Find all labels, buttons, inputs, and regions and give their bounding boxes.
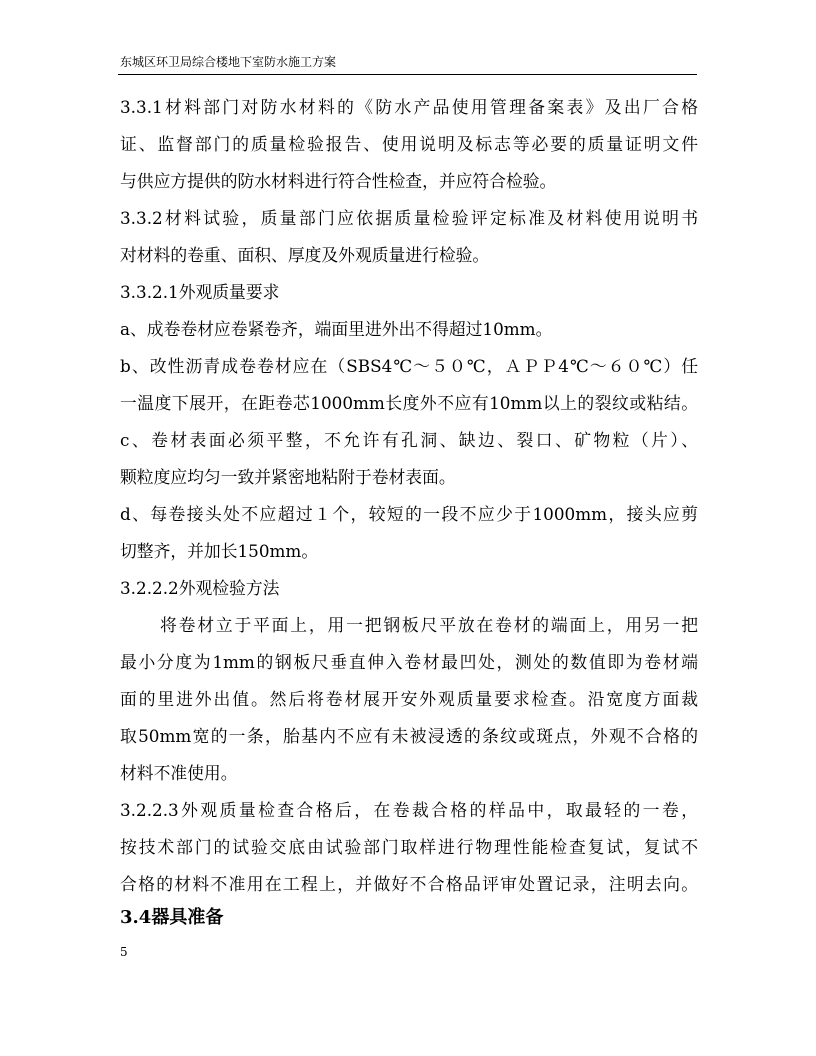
paragraph-line: 将卷材立于平面上，用一把钢板尺平放在卷材的端面上，用另一把 <box>160 615 698 635</box>
list-item-a: a、成卷卷材应卷紧卷齐，端面里进外出不得超过10mm。 <box>120 319 553 339</box>
paragraph-line: 3.3.2材料试验，质量部门应依据质量检验评定标准及材料使用说明书 <box>120 208 698 228</box>
paragraph-line: 面的里进外出值。然后将卷材展开安外观质量要求检查。沿宽度方面裁 <box>120 689 698 709</box>
paragraph-line: 合格的材料不准用在工程上，并做好不合格品评审处置记录，注明去向。 <box>120 874 698 894</box>
paragraph-line: 一温度下展开，在距卷芯1000mm长度外不应有10mm以上的裂纹或粘结。 <box>120 393 698 413</box>
paragraph-line: 取50mm宽的一条，胎基内不应有未被浸透的条纹或斑点，外观不合格的 <box>120 726 698 746</box>
subheading-line: 3.3.2.1外观质量要求 <box>120 282 280 302</box>
subheading-line: 3.2.2.2外观检验方法 <box>120 578 280 598</box>
header-divider <box>118 74 697 75</box>
list-item-d: d、每卷接头处不应超过１个，较短的一段不应少于1000mm，接头应剪 <box>120 504 698 524</box>
paragraph-line: 切整齐，并加长150mm。 <box>120 541 319 561</box>
paragraph-line: 按技术部门的试验交底由试验部门取样进行物理性能检查复试，复试不 <box>120 837 698 857</box>
list-item-b: b、改性沥青成卷卷材应在（SBS4℃～５０℃，ＡＰＰ4℃～６０℃）任 <box>120 356 698 376</box>
list-item-c: c、卷材表面必须平整，不允许有孔洞、缺边、裂口、矿物粒（片）、 <box>120 430 698 450</box>
paragraph-line: 证、监督部门的质量检验报告、使用说明及标志等必要的质量证明文件 <box>120 134 698 154</box>
paragraph-line: 最小分度为1mm的钢板尺垂直伸入卷材最凹处，测处的数值即为卷材端 <box>120 652 698 672</box>
page-number: 5 <box>120 945 128 959</box>
paragraph-line: 材料不准使用。 <box>120 763 238 783</box>
paragraph-line: 对材料的卷重、面积、厚度及外观质量进行检验。 <box>120 245 490 265</box>
section-heading: 3.4器具准备 <box>120 907 224 928</box>
paragraph-line: 3.3.1材料部门对防水材料的《防水产品使用管理备案表》及出厂合格 <box>120 97 698 117</box>
paragraph-line: 与供应方提供的防水材料进行符合性检查，并应符合检验。 <box>120 171 557 191</box>
running-header: 东城区环卫局综合楼地下室防水施工方案 <box>120 55 337 69</box>
paragraph-line: 颗粒度应均匀一致并紧密地粘附于卷材表面。 <box>120 467 456 487</box>
paragraph-line: 3.2.2.3外观质量检查合格后，在卷裁合格的样品中，取最轻的一卷， <box>120 800 698 820</box>
